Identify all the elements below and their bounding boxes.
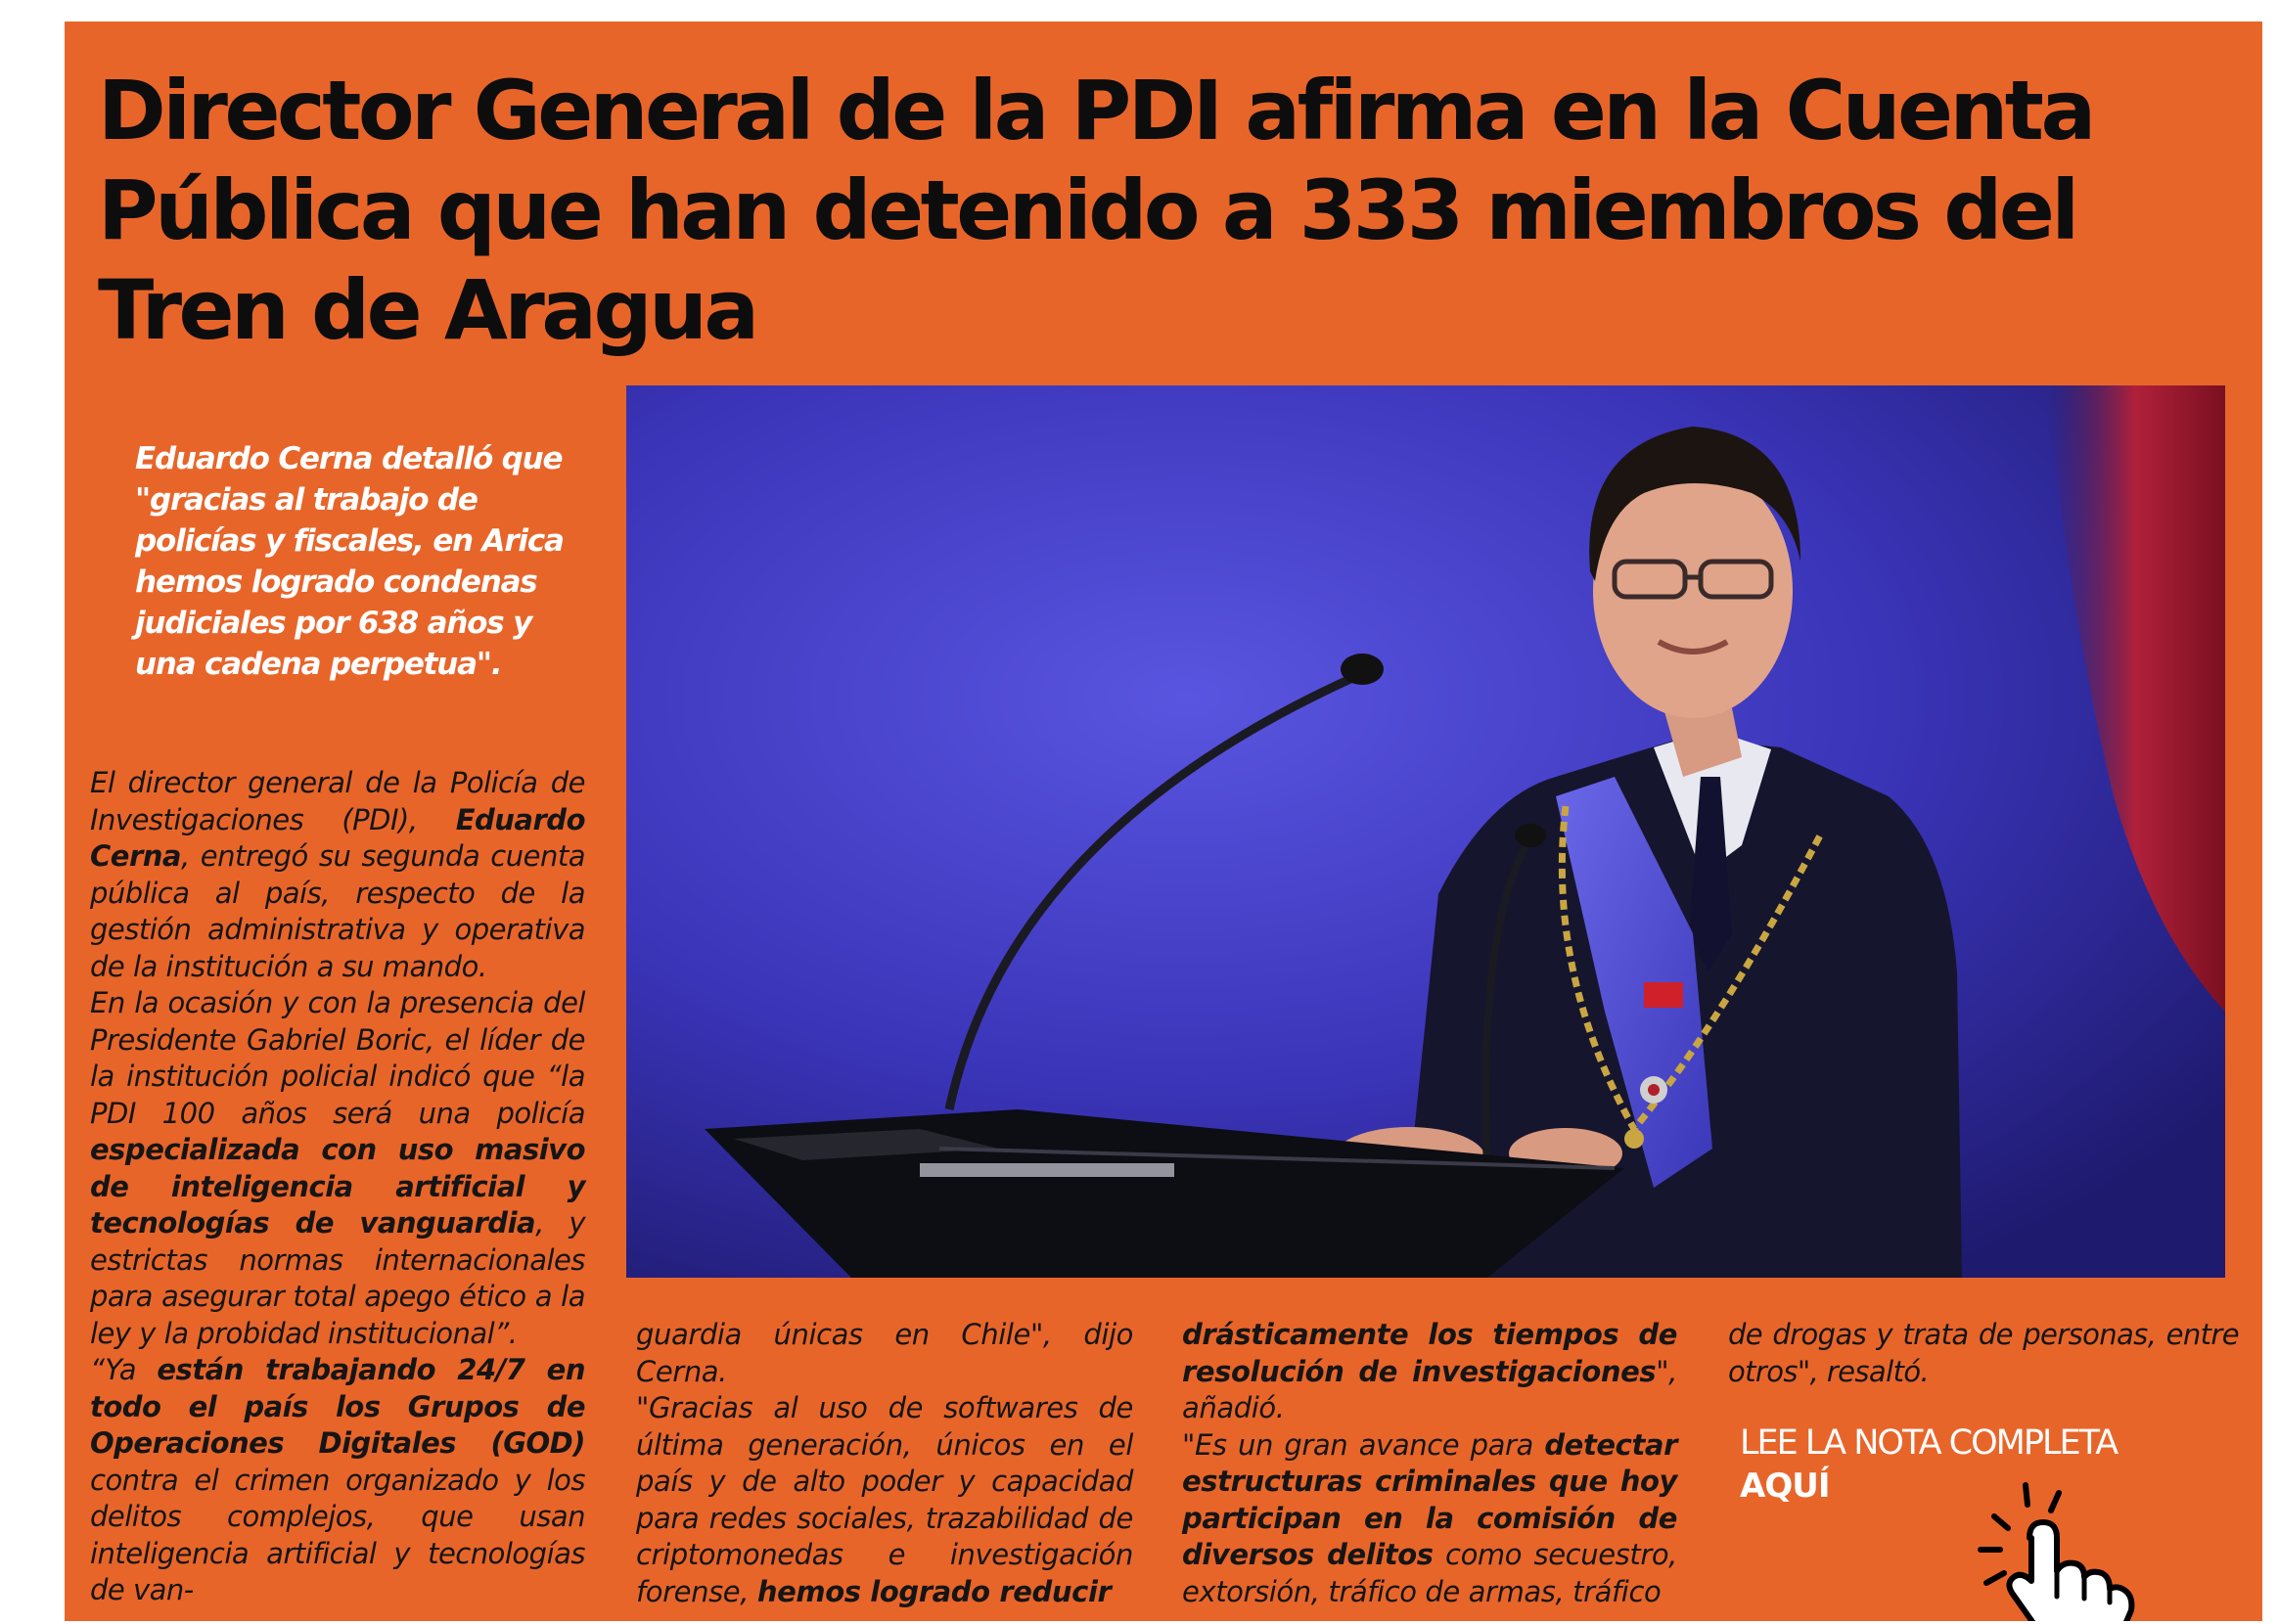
- article-page: [65, 22, 2262, 1621]
- body-column-4: [1728, 1317, 2239, 1390]
- body-text: guardia únicas en Chile", dijo Cerna.: [636, 1318, 1133, 1388]
- body-bold-text: Eduardo Cerna: [90, 802, 585, 873]
- cta-label: LEE LA NOTA COMPLETA: [1740, 1423, 2118, 1463]
- body-text: , y estrictas normas internacionales para asegurar total apego ético a la ley y la probidad institucional”.: [90, 1206, 585, 1350]
- body-bold-text: están trabajando 24/7 en todo el país los Grupos de Operaciones Digitales (GOD): [90, 1353, 585, 1460]
- body-text: "Es un gran avance para: [1182, 1427, 1545, 1462]
- body-text: "Gracias al uso de softwares de última generación, únicos en el país y de alto poder y capacidad para redes sociales, trazabilidad de criptomonedas e investigación forense,: [636, 1391, 1133, 1608]
- cta-link-text[interactable]: AQUÍ: [1740, 1466, 1830, 1506]
- body-text: “Ya: [90, 1353, 158, 1386]
- body-bold-text: hemos logrado reducir: [756, 1574, 1112, 1608]
- pointing-hand-icon[interactable]: [1961, 1477, 2147, 1621]
- body-column-2: [636, 1317, 1133, 1610]
- article-headline: Director General de la PDI afirma en la Cuenta Pública que han detenido a 333 miembros del Tren de Aragua: [98, 63, 2093, 358]
- body-text: En la ocasión y con la presencia del Presidente Gabriel Boric, el líder de la institución policial indicó que “la PDI 100 años será una policía: [90, 986, 585, 1130]
- body-text: , entregó su segunda cuenta pública al país, respecto de la gestión administrativa y operativa de la institución a su mando.: [90, 839, 585, 983]
- body-text: contra el crimen organizado y los delitos complejos, que usan inteligencia artificial y tecnologías de van-: [90, 1463, 585, 1606]
- body-text: como secuestro, extorsión, tráfico de armas, tráfico: [1182, 1538, 1677, 1608]
- body-bold-text: especializada con uso masivo de inteligencia artificial y tecnologías de vanguardia: [90, 1133, 585, 1240]
- body-column-1: [90, 765, 585, 1609]
- body-column-3: [1182, 1317, 1677, 1610]
- body-bold-text: detectar estructuras criminales que hoy participan en la comisión de diversos delitos: [1182, 1427, 1677, 1571]
- body-text: ", añadió.: [1182, 1354, 1677, 1424]
- body-text: de drogas y trata de personas, entre otros", resaltó.: [1728, 1318, 2239, 1388]
- article-photo: [626, 385, 2225, 1278]
- body-text: El director general de la Policía de Investigaciones (PDI),: [90, 766, 585, 836]
- body-bold-text: drásticamente los tiempos de resolución de investigaciones: [1182, 1318, 1677, 1388]
- pull-quote: Eduardo Cerna detalló que "gracias al trabajo de policías y fiscales, en Arica hemos logrado condenas judiciales por 638 años y una cadena perpetua".: [135, 441, 564, 682]
